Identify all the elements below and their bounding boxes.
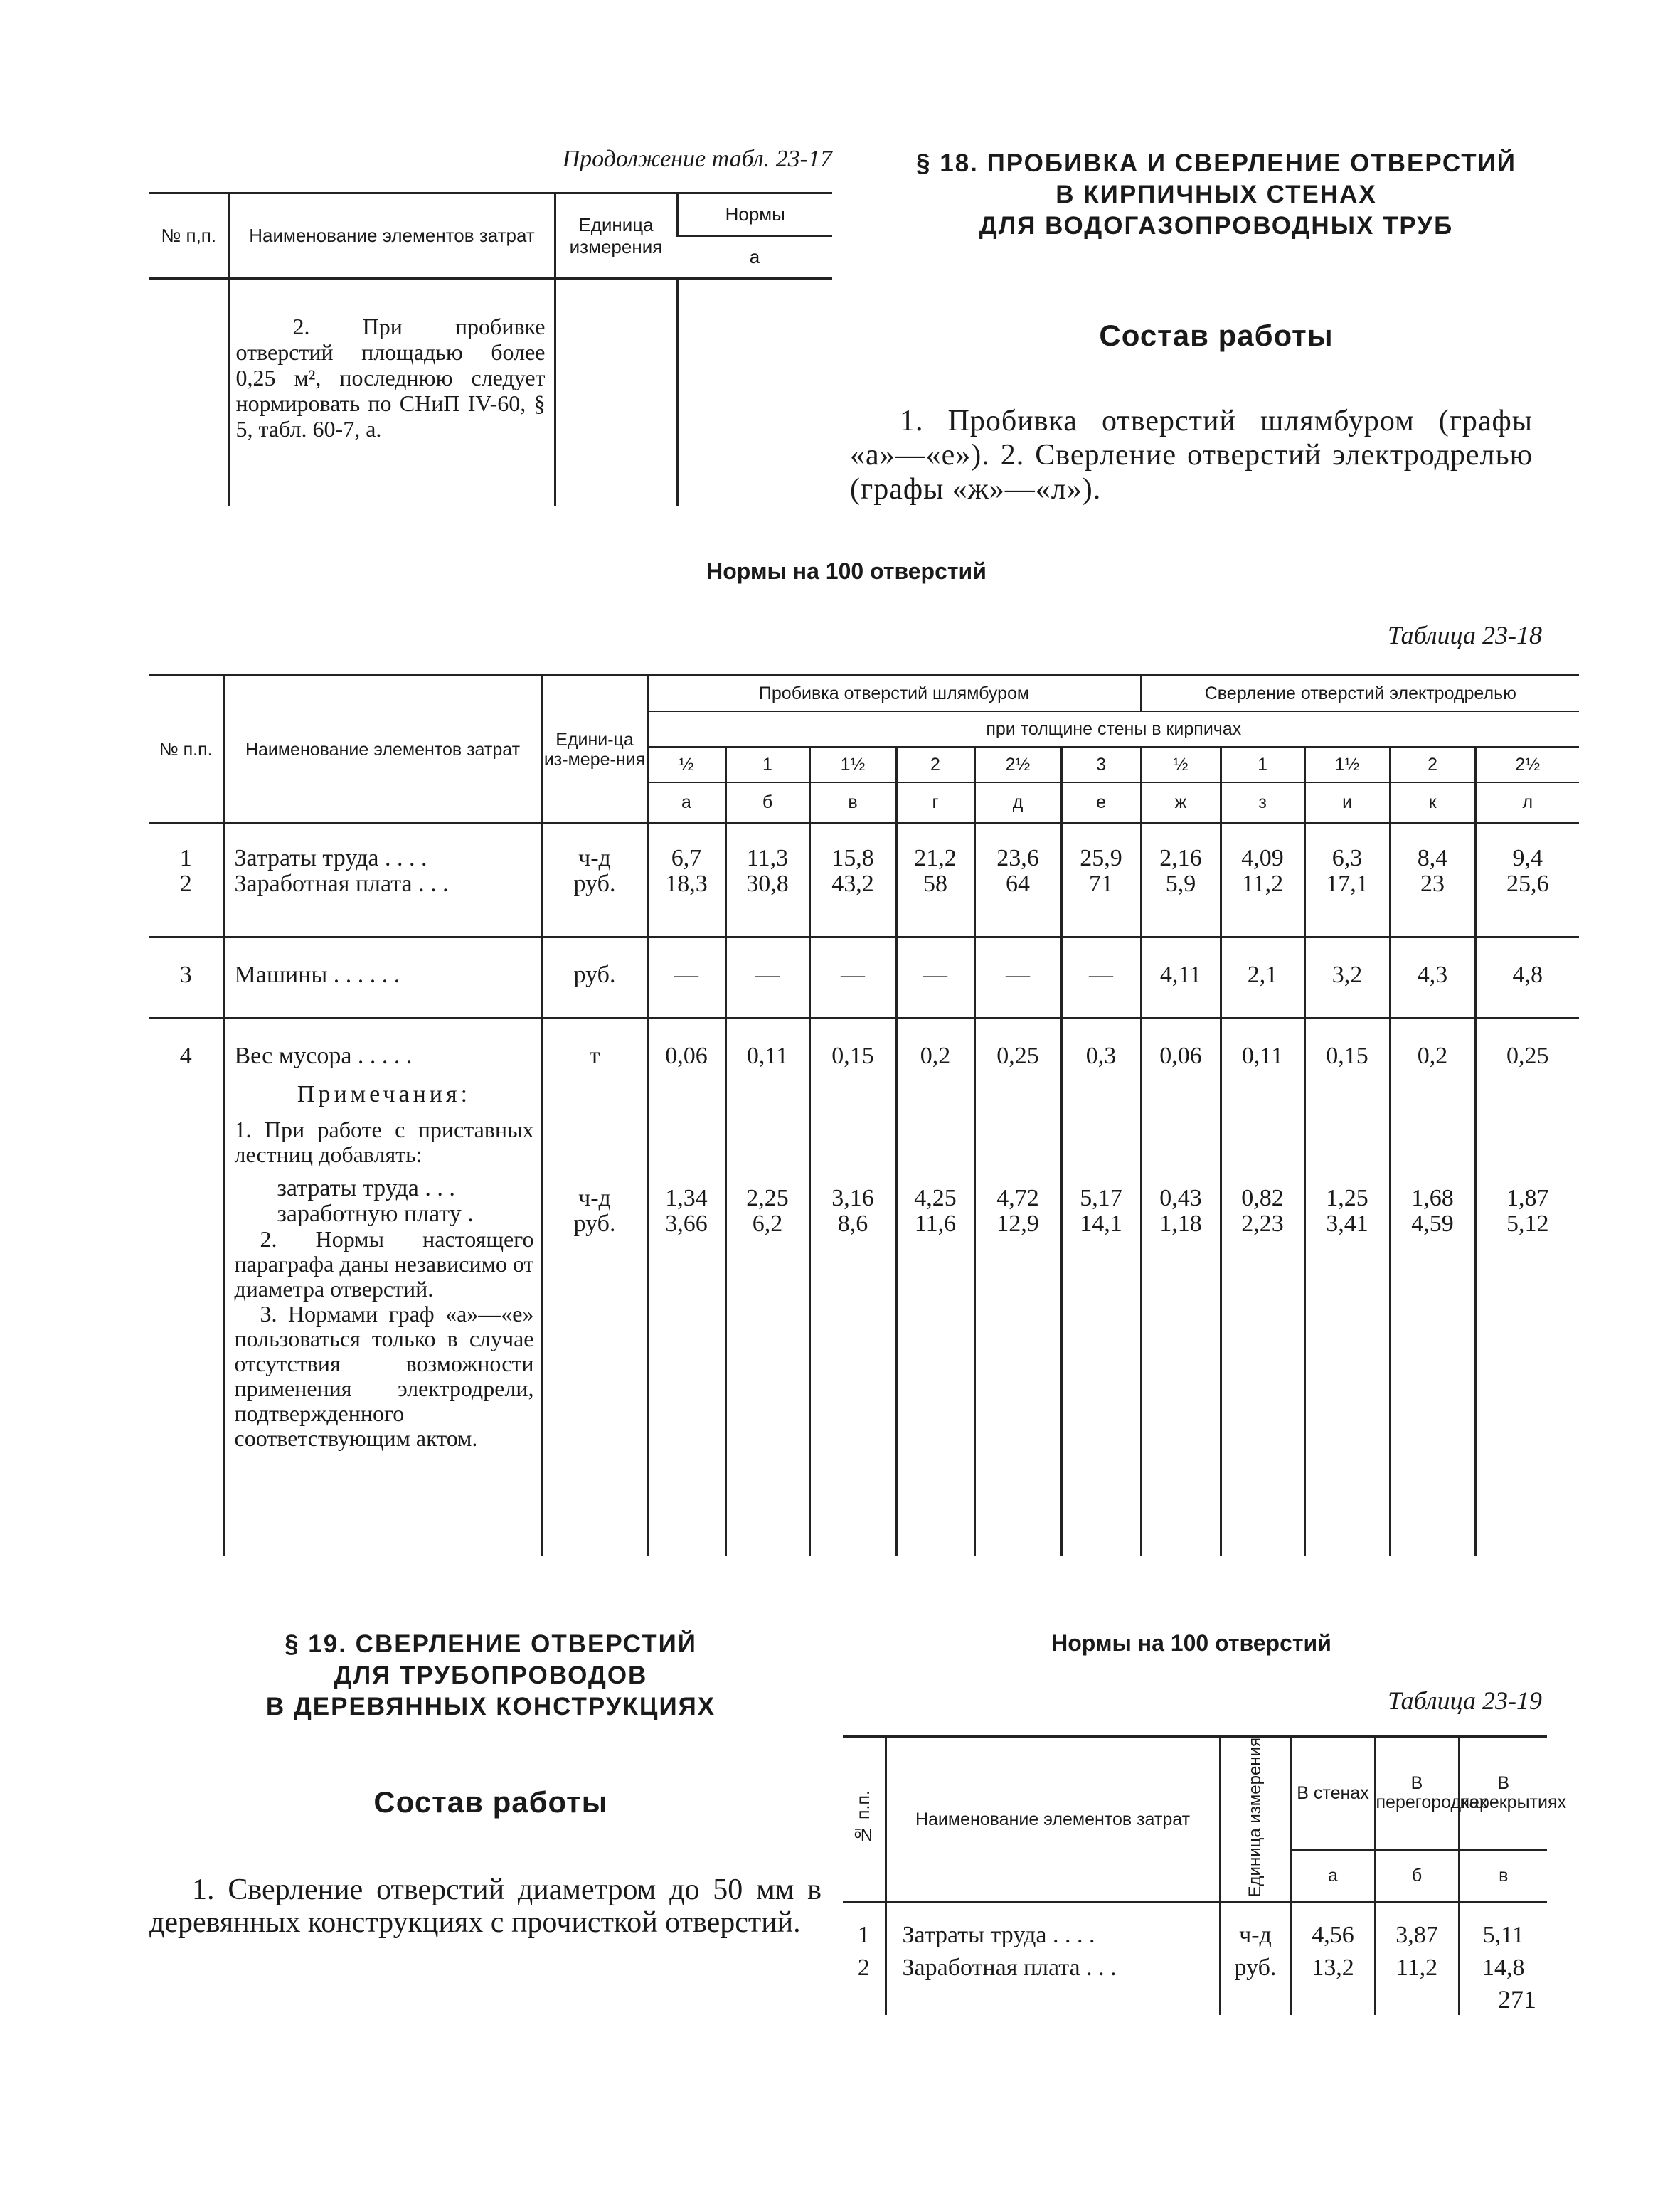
section-18-composition-heading: Состав работы	[1099, 319, 1334, 352]
t18-cell: 4,11	[1141, 937, 1221, 1019]
table-23-18-label: Таблица 23-18	[1387, 621, 1542, 649]
t18-thickness: 2½	[1475, 747, 1579, 782]
t18-cell: 11,3 30,8	[725, 824, 809, 937]
t19-row-num: 1 2	[857, 1922, 870, 1982]
t18-cell: 0,11 2,25 6,2	[725, 1019, 809, 1556]
t18-row-unit: ч-д руб.	[542, 824, 647, 937]
t17-header-unit: Единица измерения	[555, 193, 677, 279]
t18-letter: д	[974, 782, 1061, 824]
t18-header-num: № п.п.	[149, 676, 223, 824]
t18-cell: 23,6 64	[974, 824, 1061, 937]
t17-header-norms: Нормы	[677, 193, 832, 236]
t18-row-name-with-notes	[223, 1019, 542, 1556]
t18-cell: —	[974, 937, 1061, 1019]
t18-header-unit: Едини-ца из-мере-ния	[542, 676, 647, 824]
t18-note-labor-label: затраты труда . . .	[277, 1175, 455, 1201]
t18-cell: 25,9 71	[1061, 824, 1141, 937]
t18-note-3: 3. Нормами граф «а»—«е» пользоваться только в случае отсутствия возможности применения электродрели, подтвержденного соответствующим актом.	[234, 1301, 534, 1451]
t18-cell: 6,7 18,3	[647, 824, 725, 937]
t18-row-num: 3	[149, 937, 223, 1019]
t18-row-num: 4	[179, 1043, 192, 1069]
t18-cell: —	[896, 937, 974, 1019]
t18-letter: г	[896, 782, 974, 824]
section-19-composition-heading: Состав работы	[373, 1785, 608, 1819]
t18-cell: —	[1061, 937, 1141, 1019]
t19-row-name: Затраты труда . . . . Заработная плата . . .	[886, 1903, 1220, 2015]
section-19-title-line1: § 19. СВЕРЛЕНИЕ ОТВЕРСТИЙ	[285, 1630, 697, 1658]
t18-letter: е	[1061, 782, 1141, 824]
t18-cell: 0,15 1,25 3,41	[1304, 1019, 1390, 1556]
t18-note-2: 2. Нормы настоящего параграфа даны независимо от диаметра отверстий.	[234, 1226, 534, 1302]
t18-note-1: 1. При работе с приставных лестниц добавлять:	[234, 1117, 534, 1167]
t18-row-unit: т ч-д руб.	[542, 1019, 647, 1556]
t18-letter: к	[1390, 782, 1475, 824]
table-23-17-continuation	[149, 192, 832, 506]
t18-thickness: ½	[1141, 747, 1221, 782]
t19-row-unit: ч-д руб.	[1220, 1903, 1291, 2015]
t17-cell-unit	[555, 279, 677, 506]
t17-cell-num	[149, 279, 229, 506]
t18-cell: 0,2 1,68 4,59	[1390, 1019, 1475, 1556]
t18-cell: 0,11 0,82 2,23	[1221, 1019, 1304, 1556]
t18-row-name: Машины . . . . . .	[223, 937, 542, 1019]
t19-header-num: № п.п.	[843, 1737, 886, 1903]
t19-header-unit: Единица измерения	[1220, 1737, 1291, 1903]
table-23-19-label: Таблица 23-19	[1387, 1686, 1542, 1715]
t18-letter: в	[809, 782, 896, 824]
t18-row-unit: руб.	[542, 937, 647, 1019]
t18-cell: 0,2 4,25 11,6	[896, 1019, 974, 1556]
t18-row4-name: Вес мусора . . . . .	[234, 1043, 413, 1069]
table-23-18	[149, 674, 1579, 1556]
t17-cell-a	[677, 279, 832, 506]
t18-thickness: ½	[647, 747, 725, 782]
table-23-18-norms-caption: Нормы на 100 отверстий	[706, 558, 987, 584]
t18-cell: 4,8	[1475, 937, 1579, 1019]
table-23-19-norms-caption: Нормы на 100 отверстий	[1051, 1630, 1331, 1656]
section-19-title-line2: ДЛЯ ТРУБОПРОВОДОВ	[334, 1662, 648, 1689]
t18-thickness: 1½	[1304, 747, 1390, 782]
t18-cell: 2,16 5,9	[1141, 824, 1221, 937]
table-23-19	[843, 1735, 1567, 2015]
t18-cell: 0,3 5,17 14,1	[1061, 1019, 1141, 1556]
t18-cell: 21,2 58	[896, 824, 974, 937]
t19-letter: а	[1291, 1850, 1375, 1903]
section-18-title	[893, 148, 1540, 242]
t19-cell: 3,87 11,2	[1375, 1903, 1459, 2015]
section-18-composition-text: 1. Пробивка отверстий шлямбуром (графы «а»—«е»). 2. Сверление отверстий электродрелью (графы «ж»—«л»).	[850, 405, 1533, 506]
t18-cell: 0,06 0,43 1,18	[1141, 1019, 1221, 1556]
t19-letter: б	[1375, 1850, 1459, 1903]
t18-row-name: Затраты труда . . . . Заработная плата . . .	[223, 824, 542, 937]
t18-header-name: Наименование элементов затрат	[223, 676, 542, 824]
t19-letter: в	[1459, 1850, 1547, 1903]
table-row	[149, 824, 1579, 937]
section-18-title-line3: ДЛЯ ВОДОГАЗОПРОВОДНЫХ ТРУБ	[979, 212, 1454, 240]
t19-header-walls: В стенах	[1291, 1737, 1375, 1850]
t18-note-wage-label: заработную плату .	[277, 1201, 474, 1227]
t18-cell: —	[647, 937, 725, 1019]
t18-letter: з	[1221, 782, 1304, 824]
t19-cell: 4,56 13,2	[1291, 1903, 1375, 2015]
section-18-title-line1: § 18. ПРОБИВКА И СВЕРЛЕНИЕ ОТВЕРСТИЙ	[916, 149, 1516, 177]
t18-cell: 4,3	[1390, 937, 1475, 1019]
t18-letter: б	[725, 782, 809, 824]
t18-thickness: 1	[725, 747, 809, 782]
t18-header-subgroup: при толщине стены в кирпичах	[647, 711, 1579, 747]
table-row	[149, 1019, 1579, 1556]
t18-letter: л	[1475, 782, 1579, 824]
t18-cell: 3,2	[1304, 937, 1390, 1019]
section-18-title-line2: В КИРПИЧНЫХ СТЕНАХ	[1056, 181, 1377, 208]
t18-thickness: 1½	[809, 747, 896, 782]
continuation-caption: Продолжение табл. 23-17	[562, 146, 832, 172]
t18-header-group-drilling: Сверление отверстий электродрелью	[1141, 676, 1579, 711]
t18-letter: а	[647, 782, 725, 824]
table-row	[149, 937, 1579, 1019]
page-number: 271	[1498, 1985, 1536, 2014]
t18-cell: 8,4 23	[1390, 824, 1475, 937]
section-19-title-line3: В ДЕРЕВЯННЫХ КОНСТРУКЦИЯХ	[265, 1693, 716, 1721]
t17-note: 2. При пробивке отверстий площадью более 0,25 м², последнюю следует нормировать по СНиП IV-60, § 5, табл. 60-7, а.	[229, 279, 555, 506]
t19-cell: 5,11 14,8	[1459, 1903, 1547, 2015]
t18-cell: —	[809, 937, 896, 1019]
t18-thickness: 2	[1390, 747, 1475, 782]
section-19-title	[149, 1629, 832, 1723]
t18-cell: 4,09 11,2	[1221, 824, 1304, 937]
t18-letter: и	[1304, 782, 1390, 824]
t17-header-col-a: а	[677, 236, 832, 279]
t19-header-partitions: В перегородках	[1375, 1737, 1459, 1850]
t18-thickness: 2	[896, 747, 974, 782]
t18-header-group-punching: Пробивка отверстий шлямбуром	[647, 676, 1141, 711]
t18-thickness: 2½	[974, 747, 1061, 782]
t18-cell: 15,8 43,2	[809, 824, 896, 937]
t18-cell: 0,25 1,87 5,12	[1475, 1019, 1579, 1556]
t18-cell: 0,25 4,72 12,9	[974, 1019, 1061, 1556]
t18-cell: 0,06 1,34 3,66	[647, 1019, 725, 1556]
t18-cell: 6,3 17,1	[1304, 824, 1390, 937]
t17-header-num: № п,п.	[149, 193, 229, 279]
t19-header-floors: В перекрытиях	[1459, 1737, 1547, 1850]
t18-cell: —	[725, 937, 809, 1019]
t18-cell: 0,15 3,16 8,6	[809, 1019, 896, 1556]
t18-row-num: 1 2	[149, 824, 223, 937]
t18-notes-heading: Примечания:	[297, 1081, 472, 1107]
t17-header-name: Наименование элементов затрат	[229, 193, 555, 279]
t18-cell: 9,4 25,6	[1475, 824, 1579, 937]
t18-cell: 2,1	[1221, 937, 1304, 1019]
section-19-composition-text: 1. Сверление отверстий диаметром до 50 мм в деревянных конструкциях с прочисткой отверстий.	[149, 1873, 822, 1939]
t18-letter: ж	[1141, 782, 1221, 824]
t18-thickness: 1	[1221, 747, 1304, 782]
t18-thickness: 3	[1061, 747, 1141, 782]
t19-header-name: Наименование элементов затрат	[886, 1737, 1220, 1903]
